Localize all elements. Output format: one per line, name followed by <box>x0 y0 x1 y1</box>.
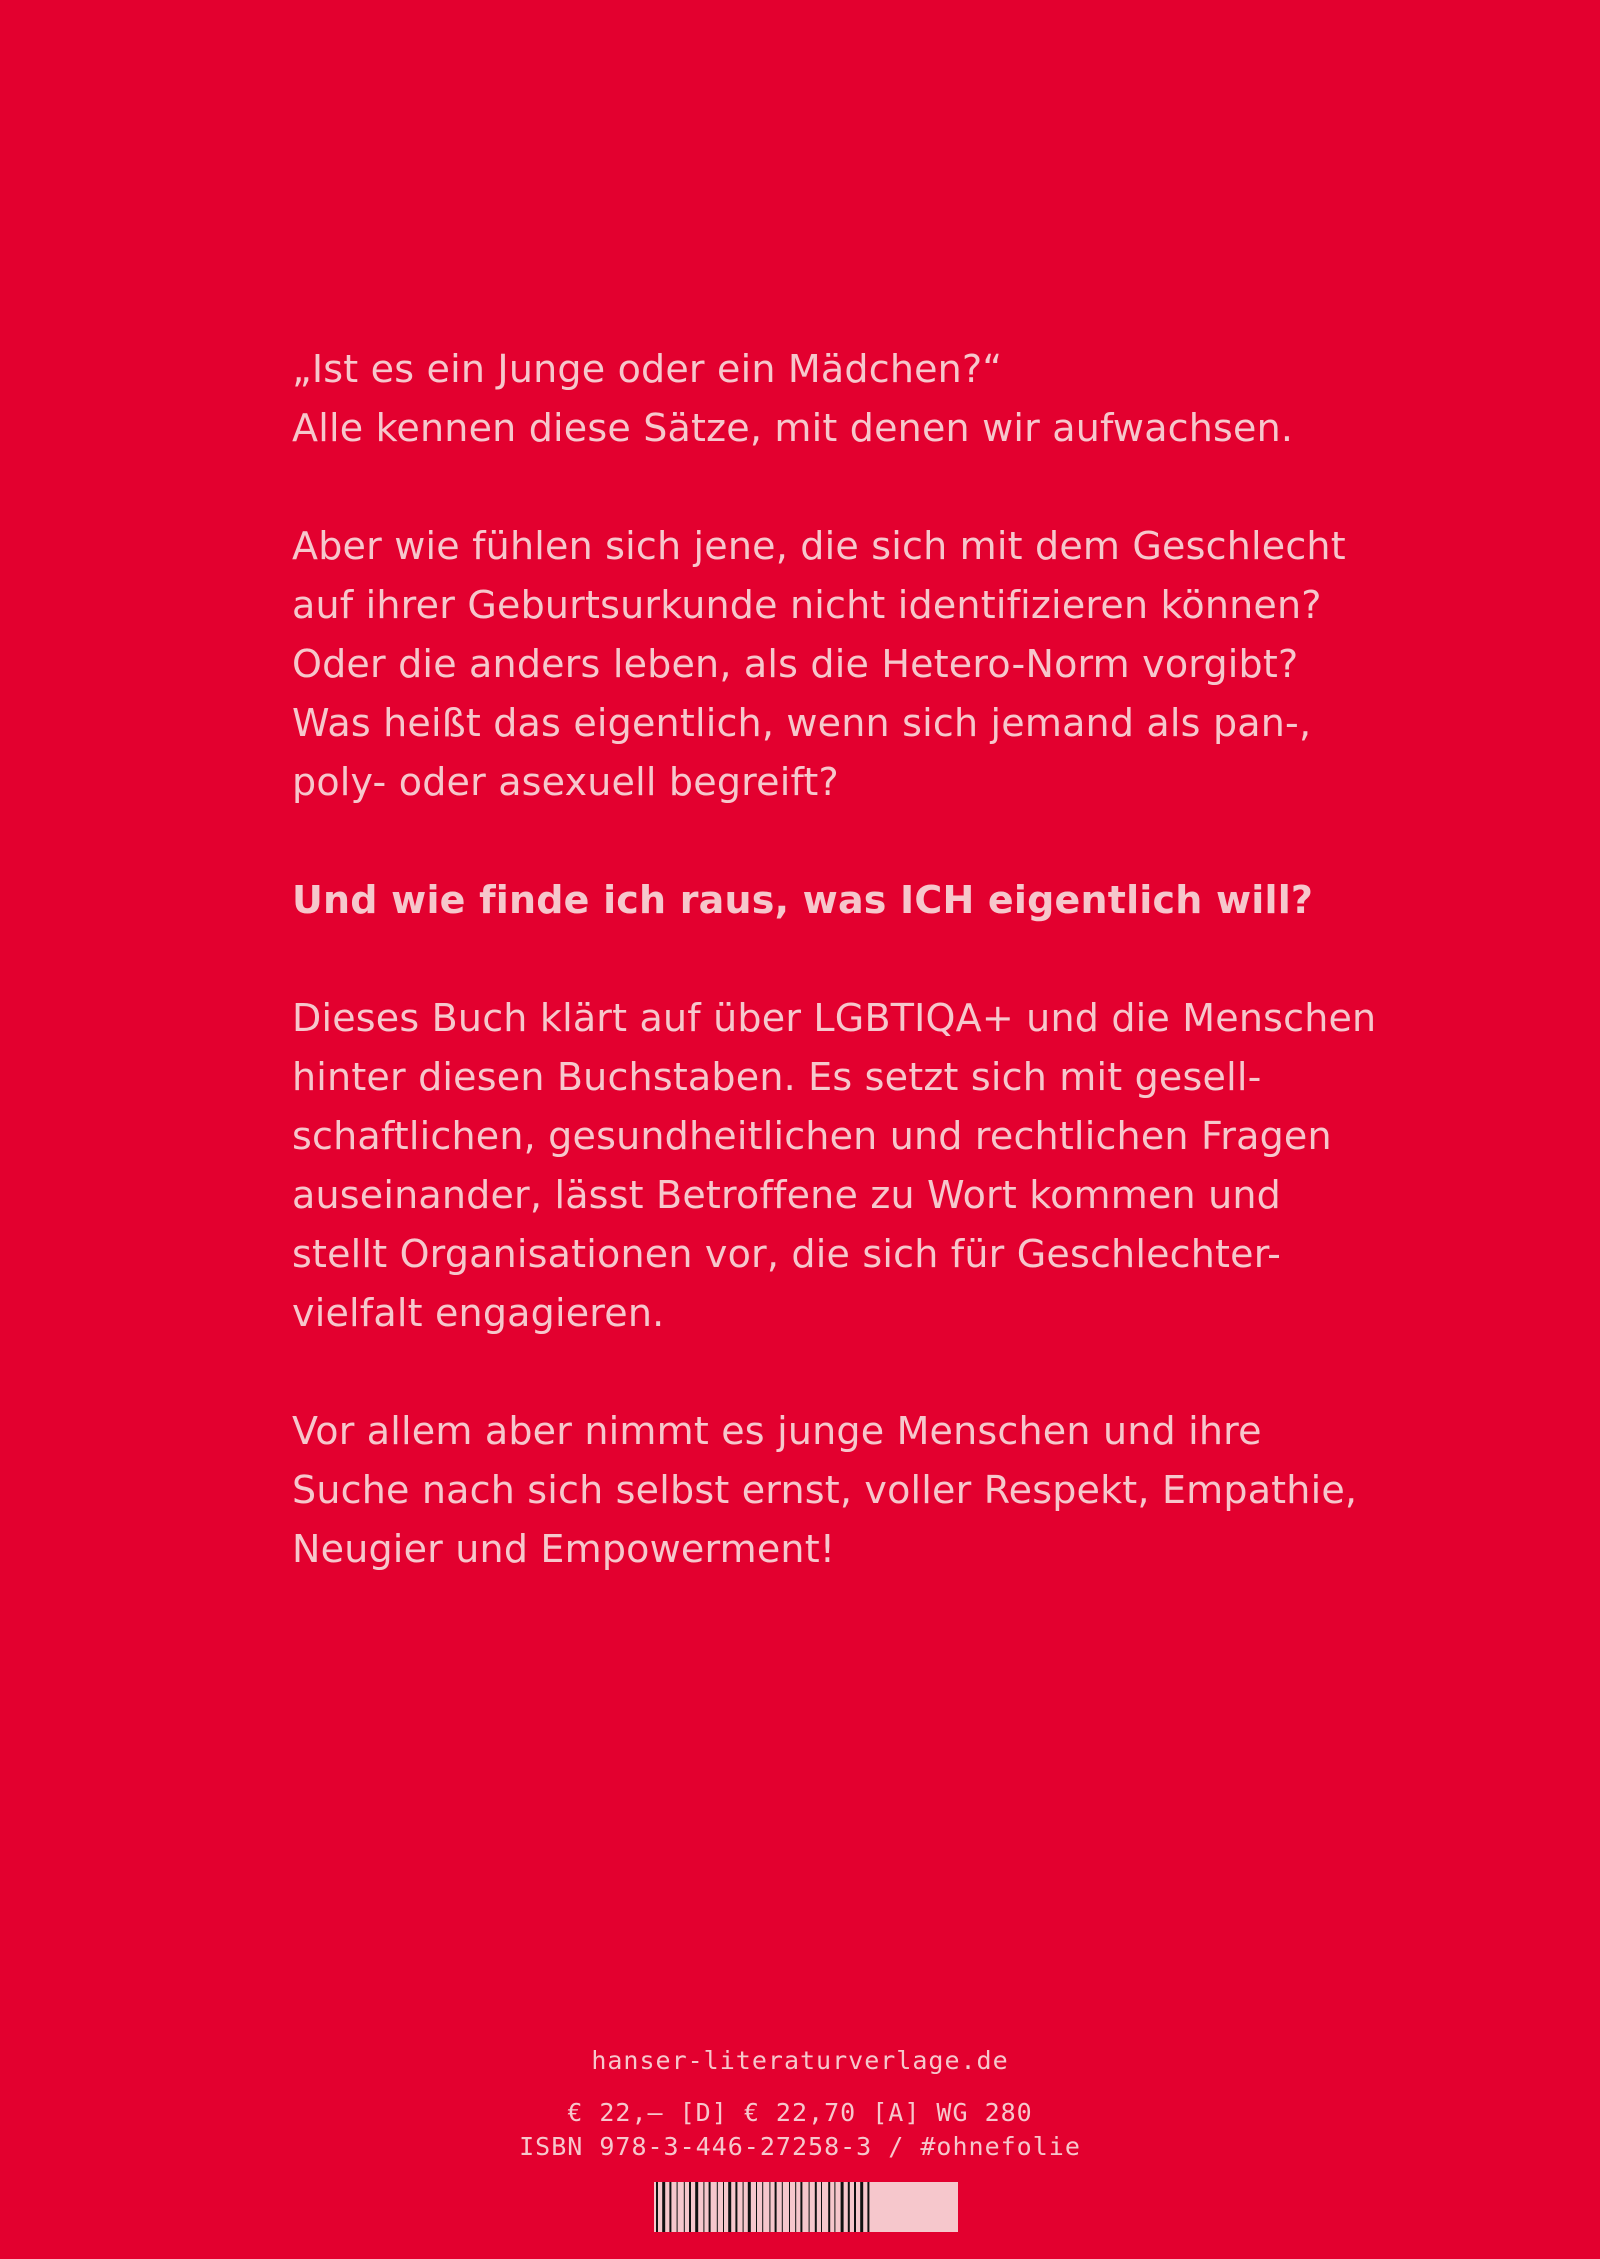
barcode-bar <box>662 2182 665 2232</box>
barcode-bar <box>854 2182 856 2232</box>
barcode-bar <box>848 2182 850 2232</box>
barcode-icon <box>654 2182 958 2232</box>
publisher-website: hanser-literaturverlage.de <box>591 2046 1009 2075</box>
blurb-paragraph-2 <box>292 517 1392 812</box>
barcode-bar <box>775 2182 777 2232</box>
barcode-bar <box>782 2182 783 2232</box>
barcode-bar <box>656 2182 658 2232</box>
barcode-bar <box>867 2182 869 2232</box>
blurb-line: auseinander, lässt Betroffene zu Wort kommen und <box>292 1173 1281 1217</box>
barcode-bar <box>748 2182 751 2232</box>
isbn-info: ISBN 978-3-446-27258-3 / #ohnefolie <box>519 2132 1081 2161</box>
blurb-line: auf ihrer Geburtsurkunde nicht identifizieren können? <box>292 583 1322 627</box>
barcode-bar <box>769 2182 770 2232</box>
blurb-line: Neugier und Empowerment! <box>292 1527 836 1571</box>
barcode-bar <box>828 2182 830 2232</box>
barcode-bar <box>735 2182 737 2232</box>
blurb-paragraph-1 <box>292 340 1392 458</box>
barcode-bar <box>723 2182 724 2232</box>
barcode-bar <box>815 2182 817 2232</box>
blurb-line: Oder die anders leben, als die Hetero-Norm vorgibt? <box>292 642 1299 686</box>
blurb-text <box>292 340 1392 1638</box>
blurb-paragraph-4 <box>292 989 1392 1343</box>
barcode-bar <box>809 2182 810 2232</box>
blurb-question <box>292 871 1392 930</box>
blurb-line: Dieses Buch klärt auf über LGBTIQA+ und die Menschen <box>292 996 1377 1040</box>
blurb-line: schaftlichen, gesundheitlichen und rechtlichen Fragen <box>292 1114 1332 1158</box>
barcode-bar <box>762 2182 763 2232</box>
barcode-bar <box>689 2182 691 2232</box>
barcode-bar <box>800 2182 802 2232</box>
barcode-bar <box>834 2182 835 2232</box>
barcode-bar <box>756 2182 757 2232</box>
blurb-line: hinter diesen Buchstaben. Es setzt sich mit gesell- <box>292 1055 1262 1099</box>
blurb-paragraph-5 <box>292 1402 1392 1579</box>
barcode-bar <box>795 2182 796 2232</box>
barcode-bar <box>821 2182 822 2232</box>
blurb-line: vielfalt engagieren. <box>292 1291 665 1335</box>
blurb-line: poly- oder asexuell begreift? <box>292 760 839 804</box>
barcode-bar <box>789 2182 790 2232</box>
barcode-bar <box>677 2182 678 2232</box>
blurb-line: Suche nach sich selbst ernst, voller Respekt, Empathie, <box>292 1468 1358 1512</box>
blurb-line: Alle kennen diese Sätze, mit denen wir aufwachsen. <box>292 406 1294 450</box>
barcode-bar <box>717 2182 718 2232</box>
barcode-bar <box>743 2182 744 2232</box>
barcode-bar <box>728 2182 731 2232</box>
barcode-bar <box>695 2182 698 2232</box>
blurb-line: „Ist es ein Junge oder ein Mädchen?“ <box>292 347 1003 391</box>
barcode-bar <box>860 2182 863 2232</box>
barcode-bar <box>709 2182 711 2232</box>
blurb-line: Vor allem aber nimmt es junge Menschen und ihre <box>292 1409 1262 1453</box>
barcode-bar <box>841 2182 844 2232</box>
blurb-line: stellt Organisationen vor, die sich für Geschlechter- <box>292 1232 1282 1276</box>
barcode-bar <box>669 2182 671 2232</box>
barcode-bar <box>684 2182 685 2232</box>
barcode-bar <box>703 2182 704 2232</box>
price-info: € 22,– [D] € 22,70 [A] WG 280 <box>567 2098 1033 2127</box>
blurb-line: Und wie finde ich raus, was ICH eigentlich will? <box>292 878 1314 922</box>
blurb-line: Aber wie fühlen sich jene, die sich mit dem Geschlecht <box>292 524 1346 568</box>
blurb-line: Was heißt das eigentlich, wenn sich jemand als pan-, <box>292 701 1312 745</box>
